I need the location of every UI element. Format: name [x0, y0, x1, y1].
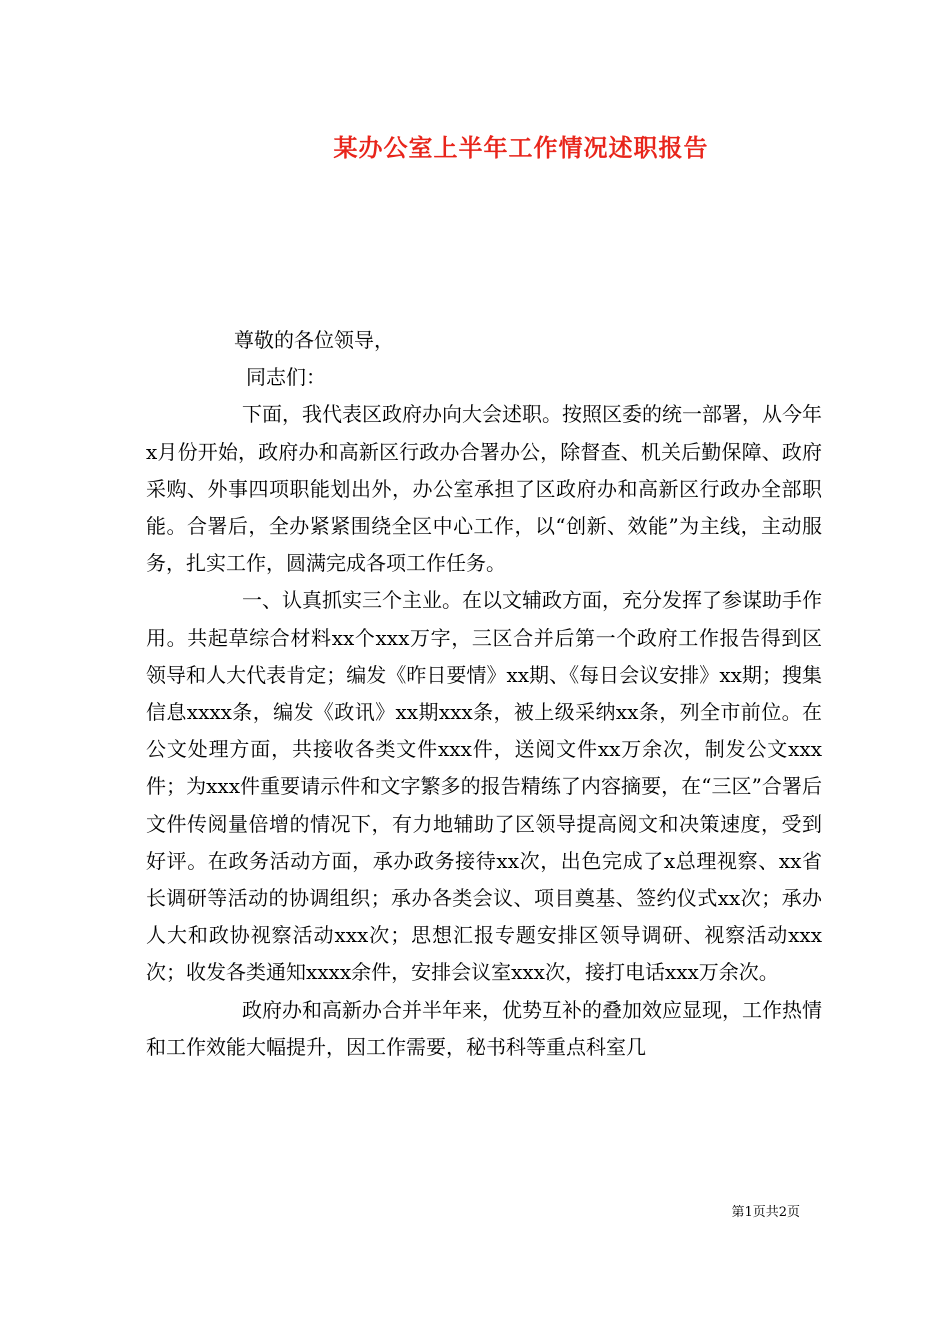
paragraph-intro: 下面，我代表区政府办向大会述职。按照区委的统一部署，从今年x月份开始，政府办和高新区行政办合署办公，除督查、机关后勤保障、政府采购、外事四项职能划出外，办公室承担了区政府办和高新区行政办全部职能。合署后，全办紧紧围绕全区中心工作，以“创新、效能”为主线，主动服务，扎实工作，圆满完成各项工作任务。 [146, 402, 822, 576]
paragraph-merger: 政府办和高新办合并半年来，优势互补的叠加效应显现，工作热情和工作效能大幅提升，因工作需要，秘书科等重点科室几 [146, 997, 822, 1059]
salutation-comrades: 同志们： [246, 365, 326, 390]
document-body [146, 322, 822, 1066]
paragraph-main-work: 一、认真抓实三个主业。在以文辅政方面，充分发挥了参谋助手作用。共起草综合材料xx个xxx万字，三区合并后第一个政府工作报告得到区领导和人大代表肯定；编发《昨日要情》xx期、《每日会议安排》xx期；搜集信息xxxx条，编发《政讯》xx期xxx条，被上级采纳xx条，列全市前位。在公文处理方面，共接收各类文件xxx件，送阅文件xx万余次，制发公文xxx件；为xxx件重要请示件和文字繁多的报告精练了内容摘要，在“三区”合署后文件传阅量倍增的情况下，有力地辅助了区领导提高阅文和决策速度，受到好评。在政务活动方面，承办政务接待xx次，出色完成了x总理视察、xx省长调研等活动的协调组织；承办各类会议、项目奠基、签约仪式xx次；承办人大和政协视察活动xxx次；思想汇报专题安排区领导调研、视察活动xxx次；收发各类通知xxxx余件，安排会议室xxx次，接打电话xxx万余次。 [146, 588, 822, 985]
document-title: 某办公室上半年工作情况述职报告 [333, 133, 709, 162]
salutation-leaders: 尊敬的各位领导， [234, 328, 394, 352]
page-number: 第1页共2页 [731, 1205, 800, 1220]
